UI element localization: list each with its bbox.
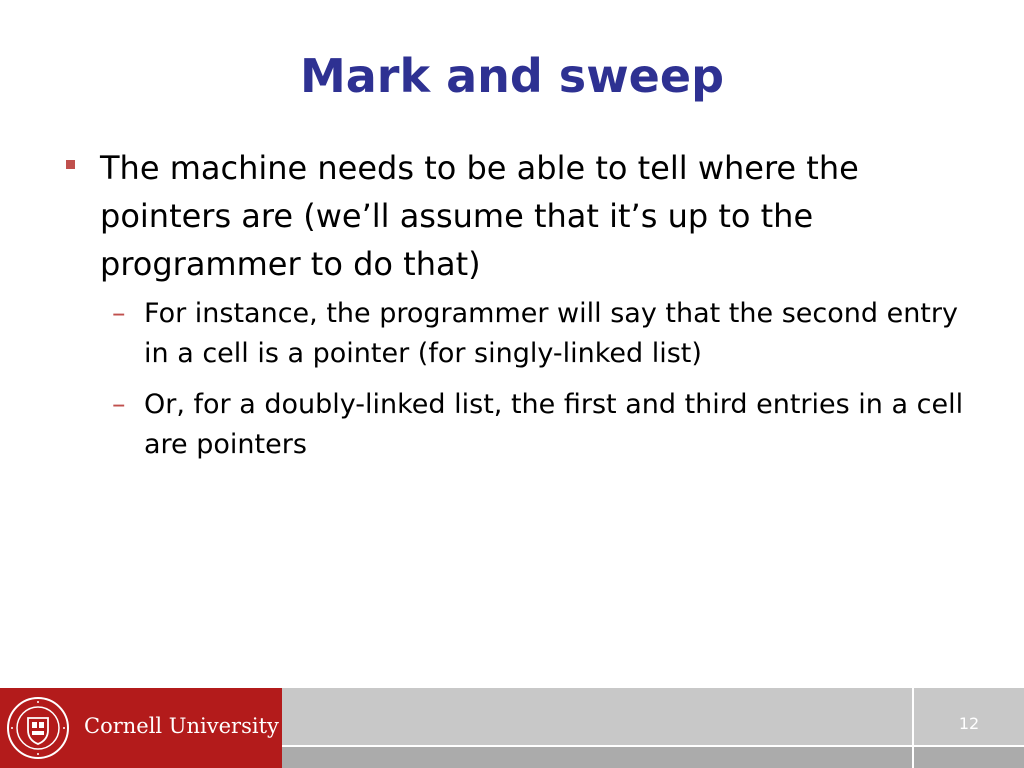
university-name: Cornell University [84, 714, 279, 738]
square-bullet-icon [66, 160, 75, 169]
dash-bullet-icon: – [112, 298, 126, 329]
dash-bullet-icon: – [112, 389, 126, 420]
bullet-text: The machine needs to be able to tell where the pointers are (we’ll assume that it’s up to the programmer to do that) [100, 149, 859, 283]
bullet-item [64, 144, 964, 288]
slide-footer [0, 688, 1024, 768]
cornell-seal-icon [6, 696, 70, 760]
sub-bullet-item [112, 294, 964, 374]
sub-bullet-item [112, 385, 964, 465]
page-number: 12 [958, 714, 980, 733]
slide-title: Mark and sweep [299, 49, 725, 103]
sub-bullet-text: For instance, the programmer will say that the second entry in a cell is a pointer (for singly-linked list) [144, 298, 958, 369]
university-branding [0, 688, 282, 768]
sub-bullet-list [64, 294, 964, 465]
slide-body [64, 144, 964, 476]
sub-bullet-text: Or, for a doubly-linked list, the first and third entries in a cell are pointers [144, 389, 964, 460]
